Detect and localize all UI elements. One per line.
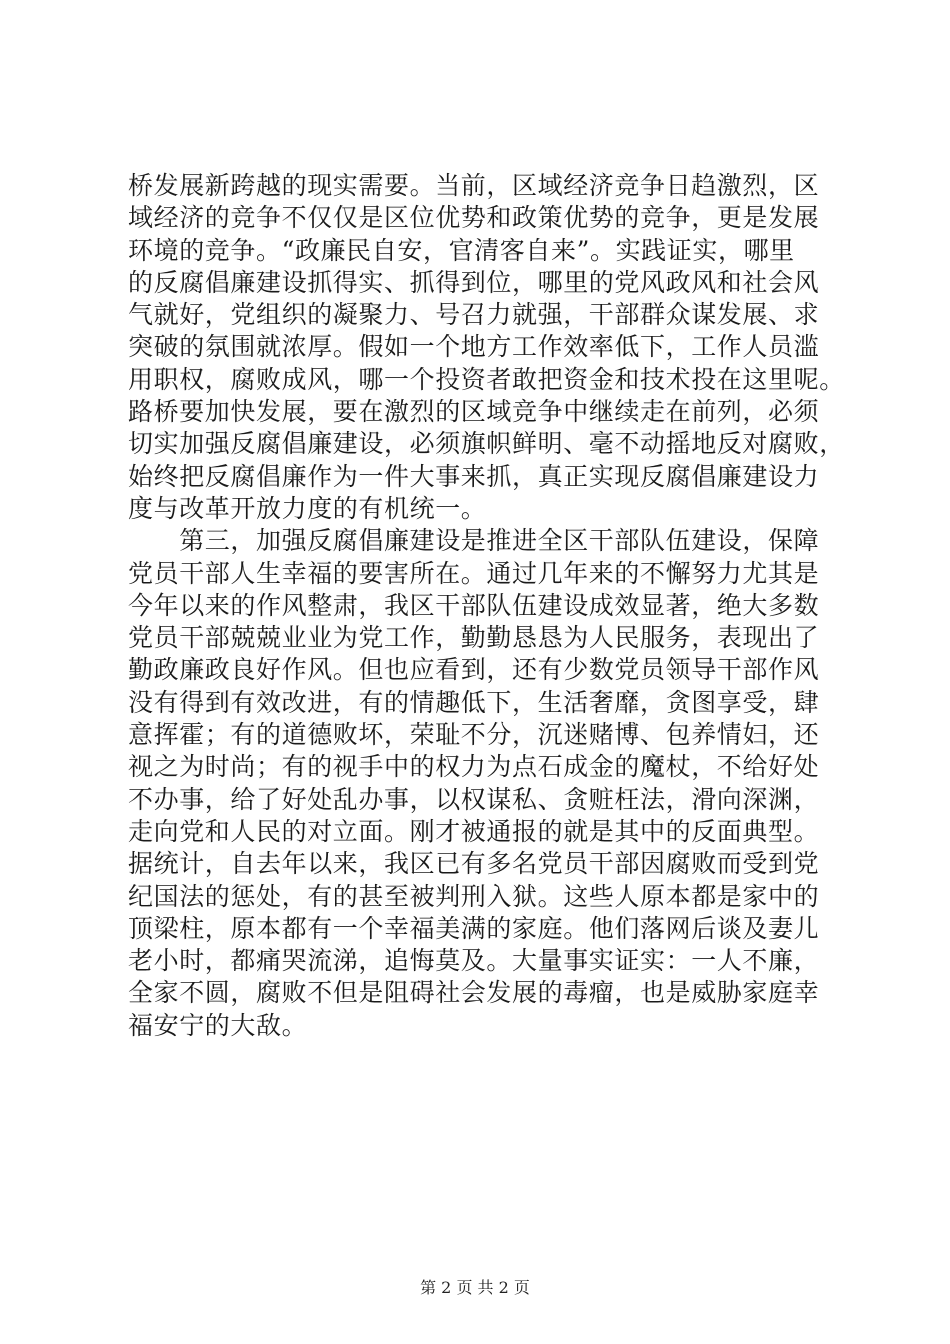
- text-line: 勤政廉政良好作风。但也应看到，还有少数党员领导干部作风: [128, 655, 820, 685]
- text-line: 切实加强反腐倡廉建设，必须旗帜鲜明、毫不动摇地反对腐败，: [128, 429, 845, 459]
- text-line: 意挥霍；有的道德败坏，荣耻不分，沉迷赌博、包养情妇，还: [128, 720, 820, 750]
- text-line: 纪国法的惩处，有的甚至被判刑入狱。这些人原本都是家中的: [128, 881, 820, 911]
- text-line: 据统计，自去年以来，我区已有多名党员干部因腐败而受到党: [128, 849, 820, 879]
- text-line: 气就好，党组织的凝聚力、号召力就强，干部群众谋发展、求: [128, 300, 820, 330]
- text-line: 桥发展新跨越的现实需要。当前，区域经济竞争日趋激烈，区: [128, 171, 820, 200]
- text-line: 党员干部兢兢业业为党工作，勤勤恳恳为人民服务，表现出了: [128, 623, 820, 653]
- text-line: 突破的氛围就浓厚。假如一个地方工作效率低下，工作人员滥: [128, 332, 820, 362]
- text-line: 环境的竞争。“政廉民自安，官清客自来”。实践证实，哪里: [128, 235, 795, 265]
- text-line: 始终把反腐倡廉作为一件大事来抓，真正实现反腐倡廉建设力: [128, 461, 820, 491]
- text-line: 全家不圆，腐败不但是阻碍社会发展的毒瘤，也是威胁家庭幸: [128, 978, 820, 1008]
- text-line: 度与改革开放力度的有机统一。: [128, 493, 487, 523]
- paragraph-start-line: 第三，加强反腐倡廉建设是推进全区干部队伍建设，保障: [128, 526, 820, 556]
- text-line: 今年以来的作风整肃，我区干部队伍建设成效显著，绝大多数: [128, 590, 820, 620]
- text-line: 域经济的竞争不仅仅是区位优势和政策优势的竞争，更是发展: [128, 203, 820, 233]
- text-line: 用职权，腐败成风，哪一个投资者敢把资金和技术投在这里呢。: [128, 364, 845, 394]
- text-line: 党员干部人生幸福的要害所在。通过几年来的不懈努力尤其是: [128, 558, 820, 588]
- text-line: 走向党和人民的对立面。刚才被通报的就是其中的反面典型。: [128, 816, 820, 846]
- page-number-footer: 第 2 页 共 2 页: [420, 1278, 530, 1297]
- text-line: 的反腐倡廉建设抓得实、抓得到位，哪里的党风政风和社会风: [128, 267, 820, 297]
- text-line: 福安宁的大敌。: [128, 1010, 308, 1040]
- body-text: [128, 170, 848, 1042]
- text-line: 没有得到有效改进，有的情趣低下，生活奢靡，贪图享受，肆: [128, 687, 820, 717]
- text-line: 路桥要加快发展，要在激烈的区域竞争中继续走在前列，必须: [128, 397, 820, 427]
- text-line: 老小时，都痛哭流涕，追悔莫及。大量事实证实：一人不廉，: [128, 946, 820, 976]
- text-line: 不办事，给了好处乱办事，以权谋私、贪赃枉法，滑向深渊，: [128, 784, 820, 814]
- text-line: 顶梁柱，原本都有一个幸福美满的家庭。他们落网后谈及妻儿: [128, 913, 820, 943]
- text-line: 视之为时尚；有的视手中的权力为点石成金的魔杖，不给好处: [128, 752, 820, 782]
